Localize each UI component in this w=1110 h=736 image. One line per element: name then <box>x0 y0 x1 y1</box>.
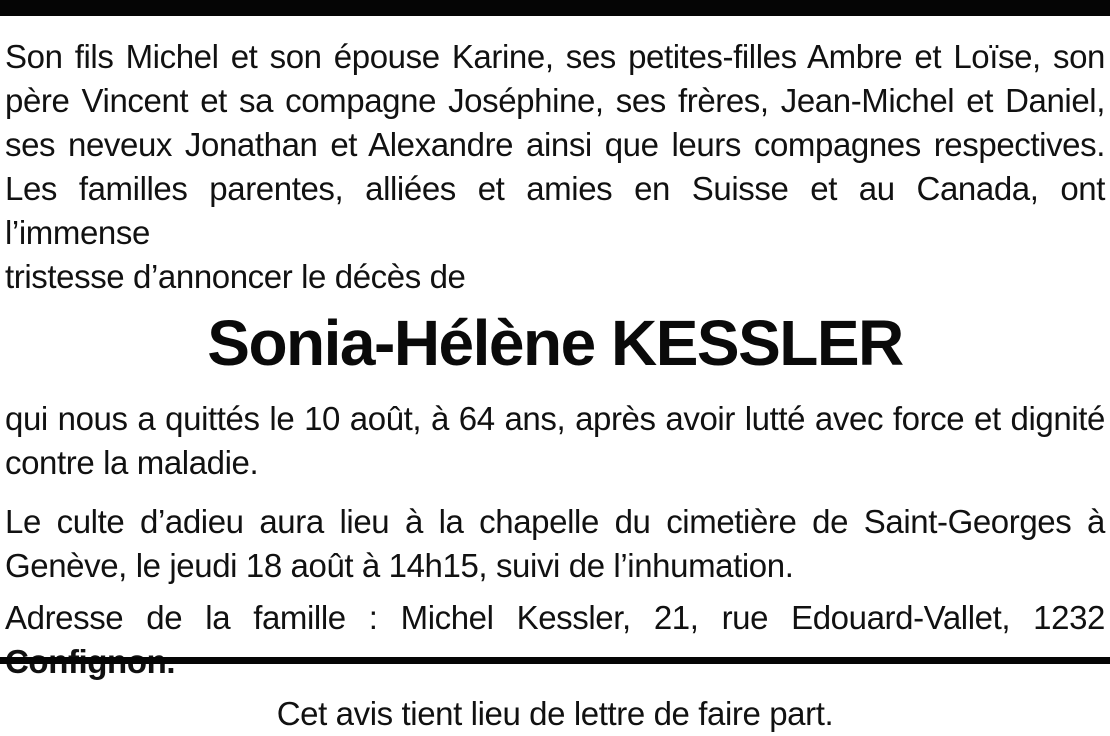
death-paragraph <box>5 397 1105 485</box>
death-line-1: qui nous a quittés le 10 août, à 64 ans, après avoir lutté avec force et dignité <box>5 400 1105 437</box>
ceremony-paragraph <box>5 500 1105 588</box>
intro-line-1: Son fils Michel et son épouse Karine, ses petites-filles Ambre et Loïse, son <box>5 38 1105 75</box>
intro-line-5: tristesse d’annoncer le décès de <box>5 258 466 295</box>
intro-line-4: Les familles parentes, alliées et amies en Suisse et au Canada, ont l’immense <box>5 170 1105 251</box>
closing-statement: Cet avis tient lieu de lettre de faire part. <box>276 695 834 732</box>
death-line-2: contre la maladie. <box>5 444 259 481</box>
intro-line-3: ses neveux Jonathan et Alexandre ainsi que leurs compagnes respectives. <box>5 126 1105 163</box>
intro-line-2: père Vincent et sa compagne Joséphine, ses frères, Jean-Michel et Daniel, <box>5 82 1105 119</box>
bottom-border-rule <box>0 657 1110 664</box>
ceremony-line-2: Genève, le jeudi 18 août à 14h15, suivi de l’inhumation. <box>5 547 794 584</box>
top-border-rule <box>0 0 1110 16</box>
family-address-text: Adresse de la famille : Michel Kessler, 21, rue Edouard-Vallet, 1232 <box>5 599 1105 636</box>
intro-paragraph <box>5 35 1105 299</box>
family-address-paragraph <box>5 596 1105 684</box>
notice-content <box>0 16 1110 736</box>
ceremony-line-1: Le culte d’adieu aura lieu à la chapelle du cimetière de Saint-Georges à <box>5 503 1105 540</box>
deceased-name: Sonia-Hélène KESSLER <box>207 307 903 379</box>
family-address-line <box>5 596 1105 684</box>
